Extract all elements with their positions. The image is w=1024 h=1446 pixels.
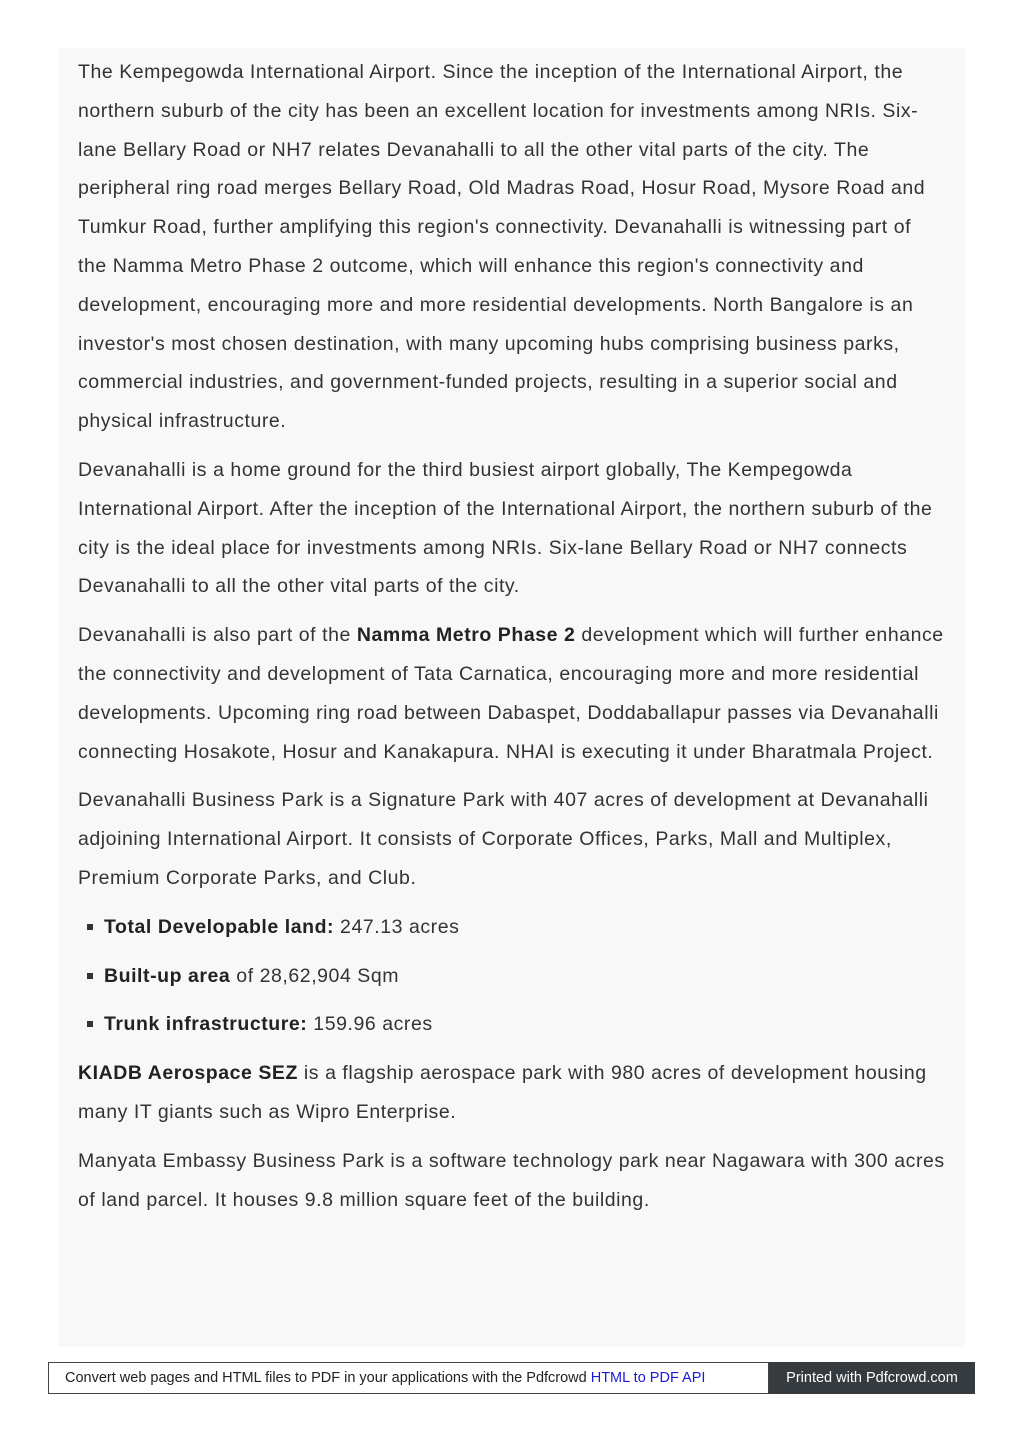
pdfcrowd-footer — [48, 1362, 975, 1394]
list-item-value: 247.13 acres — [334, 915, 460, 938]
paragraph-airport-connectivity: The Kempegowda International Airport. Since the inception of the International Airport, the northern suburb of the city has been an excellent location for investments among NRIs. Six-lane Bellary Road or NH7 relates Devanahalli to all the other vital parts of the city. The peripheral ring road merges Bellary Road, Old Madras Road, Hosur Road, Mysore Road and Tumkur Road, further amplifying this region's connectivity. Devanahalli is witnessing part of the Namma Metro Phase 2 outcome, which will enhance this region's connectivity and development, encouraging more and more residential developments. North Bangalore is an investor's most chosen destination, with many upcoming hubs comprising business parks, commercial industries, and government-funded projects, resulting in a superior social and physical infrastructure. — [78, 61, 926, 433]
list-item — [104, 908, 945, 947]
list-item-value: of 28,62,904 Sqm — [230, 964, 400, 987]
paragraph-aerospace-sez — [78, 1054, 945, 1132]
footer-convert-notice — [48, 1362, 769, 1394]
list-item-label: Total Developable land: — [104, 915, 335, 938]
article-content — [58, 48, 965, 1347]
paragraph-business-park: Devanahalli Business Park is a Signature Park with 407 acres of development at Devanahalli adjoining International Airport. It consists of Corporate Offices, Parks, Mall and Multiplex, Premium Corporate Parks, and Club. — [78, 789, 929, 889]
paragraph-manyata-park: Manyata Embassy Business Park is a software technology park near Nagawara with 300 acres of land parcel. It houses 9.8 million square feet of the building. — [78, 1149, 945, 1211]
html-to-pdf-api-link[interactable]: HTML to PDF API — [590, 1370, 706, 1386]
bold-highlight: KIADB Aerospace SEZ — [78, 1062, 298, 1085]
paragraph-text: is a flagship aerospace park with 980 acres of development housing many IT giants such as Wipro Enterprise. — [78, 1062, 927, 1123]
footer-convert-text: Convert web pages and HTML files to PDF in your applications with the Pdfcrowd — [65, 1370, 587, 1386]
paragraph-metro-phase-2 — [78, 616, 945, 771]
list-item — [104, 957, 945, 996]
bold-highlight: Namma Metro Phase 2 — [356, 624, 576, 647]
list-item-value: 159.96 acres — [307, 1013, 433, 1036]
business-park-stats-list — [78, 908, 945, 1044]
list-item — [104, 1005, 945, 1044]
paragraph-text: Devanahalli is also part of the — [78, 624, 357, 647]
list-item-label: Trunk infrastructure: — [104, 1013, 308, 1036]
printed-with-pdfcrowd-badge[interactable]: Printed with Pdfcrowd.com — [769, 1362, 975, 1394]
list-item-label: Built-up area — [104, 964, 231, 987]
paragraph-text: development which will further enhance the connectivity and development of Tata Carnatica, encouraging more and more residential developments. Upcoming ring road between Dabaspet, Doddaballapur passes via Devanahalli connecting Hosakote, Hosur and Kanakapura. NHAI is executing it under Bharatmala Project. — [78, 624, 944, 763]
paragraph-airport-home-ground: Devanahalli is a home ground for the third busiest airport globally, The Kempegowda International Airport. After the inception of the International Airport, the northern suburb of the city is the ideal place for investments among NRIs. Six-lane Bellary Road or NH7 connects Devanahalli to all the other vital parts of the city. — [78, 458, 933, 598]
